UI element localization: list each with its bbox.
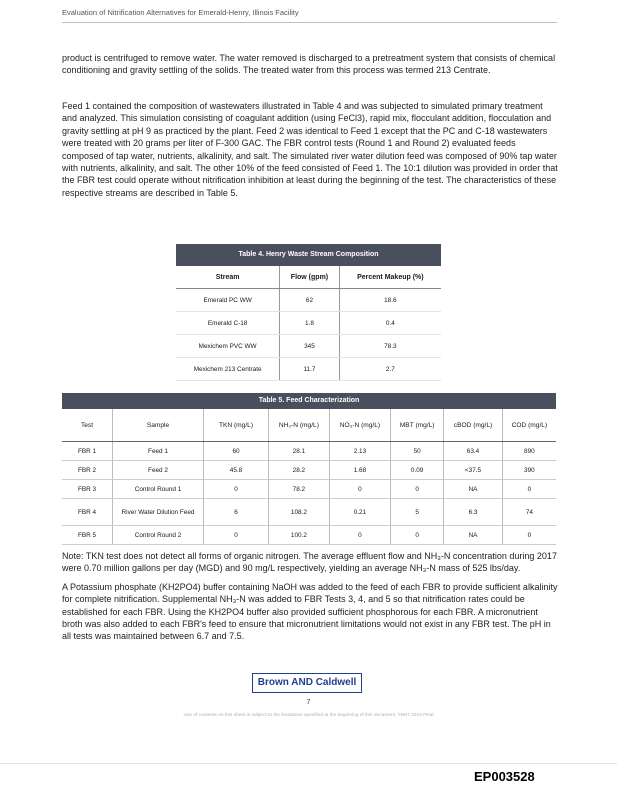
table-cell: 345 — [280, 335, 339, 358]
table-cell: 2.13 — [329, 442, 390, 461]
table-cell: 108.2 — [269, 499, 330, 526]
column-header: NO₃-N (mg/L) — [329, 409, 390, 442]
table-5-feed-characterization — [62, 393, 556, 545]
table-header-row — [176, 266, 441, 289]
table-cell: 0.21 — [329, 499, 390, 526]
table-cell: Feed 1 — [113, 442, 204, 461]
table-caption: Table 4. Henry Waste Stream Composition — [176, 244, 441, 266]
table-cell: Feed 2 — [113, 461, 204, 480]
table-cell: 0 — [329, 480, 390, 499]
column-header: Stream — [176, 266, 280, 289]
table-cell: 0 — [502, 526, 556, 545]
table-row — [176, 358, 441, 381]
paragraph-text: Feed 1 contained the composition of wastewaters illustrated in Table 4 and was subjected to simulated primary treatment and analyzed. This simulation consisting of coagulant addition (using FeCl3), rapid mix, flocculant addition, flocculation and gravity settling at pH 9 as practiced by the plant. Feed 2 was identical to Feed 1 except that the PC and C-18 wastewaters were treated with 20 grams per liter of F-300 GAC. The FBR control tests (Round 1 and Round 2) evaluated feeds composed of tap water, nutrients, alkalinity, and salt. The simulated river water dilution feed was composed of 90% tap water with nutrients, alkalinity, and salt. The other 10% of the feed consisted of Feed 1. The 10:1 dilution was provided in order that the FBR test could operate without nitrification inhibition at least during the beginning of the test. The characteristics of these respective streams are described in Table 5. — [62, 101, 558, 198]
table-4-waste-stream-composition — [176, 244, 441, 381]
table-cell: 18.6 — [339, 289, 441, 312]
table-cell: 0.4 — [339, 312, 441, 335]
table-cell: Mexichem 213 Centrate — [176, 358, 280, 381]
table-cell: FBR 2 — [62, 461, 113, 480]
column-header: cBOD (mg/L) — [444, 409, 503, 442]
table-cell: FBR 3 — [62, 480, 113, 499]
column-header: MBT (mg/L) — [391, 409, 444, 442]
table-header-row — [62, 409, 556, 442]
table-row — [176, 289, 441, 312]
table-cell: 63.4 — [444, 442, 503, 461]
table-cell: 78.3 — [339, 335, 441, 358]
table-cell: FBR 1 — [62, 442, 113, 461]
table-cell: 28.1 — [269, 442, 330, 461]
table-caption: Table 5. Feed Characterization — [62, 393, 556, 409]
brown-and-caldwell-logo: Brown AND Caldwell — [252, 673, 362, 693]
table-cell: FBR 4 — [62, 499, 113, 526]
table-cell: 74 — [502, 499, 556, 526]
table-cell: 1.8 — [280, 312, 339, 335]
column-header: Test — [62, 409, 113, 442]
column-header: Percent Makeup (%) — [339, 266, 441, 289]
table-cell: 0 — [204, 526, 269, 545]
table-cell: 50 — [391, 442, 444, 461]
table-cell: 0.09 — [391, 461, 444, 480]
column-header: COD (mg/L) — [502, 409, 556, 442]
table-cell: 0 — [204, 480, 269, 499]
table-row — [176, 312, 441, 335]
table-row — [62, 499, 556, 526]
column-header: TKN (mg/L) — [204, 409, 269, 442]
table-row — [176, 335, 441, 358]
table-cell: 11.7 — [280, 358, 339, 381]
page-number: 7 — [306, 699, 311, 706]
note-paragraph: Note: TKN test does not detect all forms of organic nitrogen. The average effluent flow and NH₃-N concentration during 2017 were 0.70 million gallons per day (MGD) and 90 mg/L respectively, yielding an average NH₃-N mass of 525 lbs/day. — [62, 551, 557, 574]
table-row — [62, 461, 556, 480]
table-cell: 2.7 — [339, 358, 441, 381]
table-cell: 0 — [391, 526, 444, 545]
table-cell: Control Round 2 — [113, 526, 204, 545]
column-header: NH₃-N (mg/L) — [269, 409, 330, 442]
table-cell: <37.5 — [444, 461, 503, 480]
table-cell: 0 — [329, 526, 390, 545]
table-cell: Emerald C-18 — [176, 312, 280, 335]
column-header: Flow (gpm) — [280, 266, 339, 289]
table-cell: 78.2 — [269, 480, 330, 499]
table-cell: 28.2 — [269, 461, 330, 480]
table-row — [62, 480, 556, 499]
table-cell: 390 — [502, 461, 556, 480]
footer-disclaimer: Use of contents on this sheet is subject to the limitations specified at the beginning of this document. TM07 2018 Final — [183, 713, 434, 718]
running-header — [62, 8, 557, 23]
table-cell: 62 — [280, 289, 339, 312]
table-cell: 890 — [502, 442, 556, 461]
paragraph-text: product is centrifuged to remove water. The water removed is discharged to a pretreatment system that consists of chemical conditioning and gravity settling of the solids. The treated water from this process was termed 213 Centrate. — [62, 53, 556, 76]
table-cell: 5 — [391, 499, 444, 526]
table-cell: River Water Dilution Feed — [113, 499, 204, 526]
table-row — [62, 526, 556, 545]
bates-number: EP003528 — [474, 769, 535, 784]
table-cell: 60 — [204, 442, 269, 461]
table-cell: NA — [444, 526, 503, 545]
table-cell: 0 — [391, 480, 444, 499]
table-row — [62, 442, 556, 461]
table-cell: 100.2 — [269, 526, 330, 545]
column-header: Sample — [113, 409, 204, 442]
table-cell: 6 — [204, 499, 269, 526]
table-cell: Mexichem PVC WW — [176, 335, 280, 358]
footer-divider — [0, 763, 617, 764]
table-cell: 1.68 — [329, 461, 390, 480]
table-cell: NA — [444, 480, 503, 499]
note-paragraph: A Potassium phosphate (KH2PO4) buffer containing NaOH was added to the feed of each FBR to provide sufficient alkalinity for complete nitrification. Supplemental NH₃-N was added to FBR Tests 3, 4, and 5 so that nitrification rates could be established for each FBR. Using the KH2PO4 buffer also provided sufficient phosphorous for each FBR. A micronutrient broth was also added to each FBR's feed to ensure that micronutrient limitations would not exist in any FBR test. The pH in all tests was maintained between 6.7 and 7.5. — [62, 581, 558, 642]
table-cell: 45.8 — [204, 461, 269, 480]
table-cell: FBR 5 — [62, 526, 113, 545]
table-cell: Emerald PC WW — [176, 289, 280, 312]
notes-section — [62, 550, 560, 649]
body-paragraph-1 — [62, 52, 558, 83]
table-cell: 0 — [502, 480, 556, 499]
document-title: Evaluation of Nitrification Alternatives for Emerald-Henry, Illinois Facility — [62, 8, 299, 17]
table-cell: 6.3 — [444, 499, 503, 526]
body-paragraph-2 — [62, 100, 558, 205]
table-cell: Control Round 1 — [113, 480, 204, 499]
